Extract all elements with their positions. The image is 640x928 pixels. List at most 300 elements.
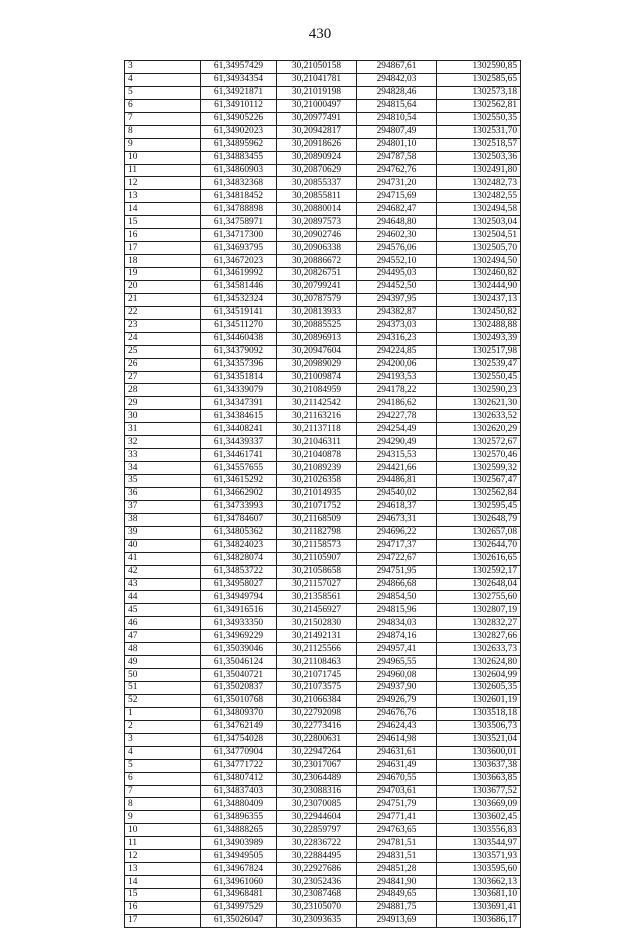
- y-coordinate-cell: 1303602,45: [437, 811, 521, 824]
- latitude-cell: 61,34717300: [201, 229, 277, 242]
- longitude-cell: 30,20870629: [277, 164, 357, 177]
- point-number-cell: 49: [125, 656, 201, 669]
- y-coordinate-cell: 1302620,29: [437, 423, 521, 436]
- table-row: [125, 280, 521, 293]
- y-coordinate-cell: 1302827,66: [437, 630, 521, 643]
- latitude-cell: 61,34615292: [201, 475, 277, 488]
- latitude-cell: 61,34339079: [201, 384, 277, 397]
- longitude-cell: 30,22836722: [277, 837, 357, 850]
- x-coordinate-cell: 294751,79: [357, 798, 437, 811]
- latitude-cell: 61,34805362: [201, 526, 277, 539]
- y-coordinate-cell: 1302621,30: [437, 397, 521, 410]
- x-coordinate-cell: 294828,46: [357, 86, 437, 99]
- latitude-cell: 61,34895962: [201, 138, 277, 151]
- point-number-cell: 52: [125, 694, 201, 707]
- y-coordinate-cell: 1302550,35: [437, 112, 521, 125]
- point-number-cell: 40: [125, 539, 201, 552]
- longitude-cell: 30,21456927: [277, 604, 357, 617]
- table-row: [125, 177, 521, 190]
- x-coordinate-cell: 294316,23: [357, 332, 437, 345]
- latitude-cell: 61,34957429: [201, 61, 277, 74]
- x-coordinate-cell: 294696,22: [357, 526, 437, 539]
- latitude-cell: 61,34818452: [201, 190, 277, 203]
- table-row: [125, 332, 521, 345]
- x-coordinate-cell: 294815,64: [357, 99, 437, 112]
- longitude-cell: 30,21142542: [277, 397, 357, 410]
- longitude-cell: 30,20902746: [277, 229, 357, 242]
- longitude-cell: 30,21040878: [277, 449, 357, 462]
- longitude-cell: 30,22927686: [277, 863, 357, 876]
- point-number-cell: 37: [125, 500, 201, 513]
- latitude-cell: 61,35040721: [201, 669, 277, 682]
- latitude-cell: 61,34770904: [201, 746, 277, 759]
- table-row: [125, 811, 521, 824]
- latitude-cell: 61,34949505: [201, 850, 277, 863]
- point-number-cell: 30: [125, 410, 201, 423]
- point-number-cell: 12: [125, 177, 201, 190]
- latitude-cell: 61,34824023: [201, 539, 277, 552]
- x-coordinate-cell: 294486,81: [357, 475, 437, 488]
- x-coordinate-cell: 294602,30: [357, 229, 437, 242]
- x-coordinate-cell: 294397,95: [357, 293, 437, 306]
- y-coordinate-cell: 1302517,98: [437, 345, 521, 358]
- y-coordinate-cell: 1303669,09: [437, 798, 521, 811]
- longitude-cell: 30,20896913: [277, 332, 357, 345]
- point-number-cell: 20: [125, 280, 201, 293]
- y-coordinate-cell: 1302755,60: [437, 591, 521, 604]
- longitude-cell: 30,21502830: [277, 617, 357, 630]
- table-row: [125, 759, 521, 772]
- latitude-cell: 61,35010768: [201, 694, 277, 707]
- longitude-cell: 30,22773416: [277, 720, 357, 733]
- table-row: [125, 876, 521, 889]
- y-coordinate-cell: 1303556,83: [437, 824, 521, 837]
- y-coordinate-cell: 1302624,80: [437, 656, 521, 669]
- point-number-cell: 10: [125, 824, 201, 837]
- x-coordinate-cell: 294787,58: [357, 151, 437, 164]
- point-number-cell: 15: [125, 889, 201, 902]
- latitude-cell: 61,34351814: [201, 371, 277, 384]
- point-number-cell: 6: [125, 772, 201, 785]
- longitude-cell: 30,22859797: [277, 824, 357, 837]
- y-coordinate-cell: 1302504,51: [437, 229, 521, 242]
- y-coordinate-cell: 1302590,23: [437, 384, 521, 397]
- y-coordinate-cell: 1302437,13: [437, 293, 521, 306]
- point-number-cell: 25: [125, 345, 201, 358]
- table-row: [125, 889, 521, 902]
- table-row: [125, 306, 521, 319]
- latitude-cell: 61,34357396: [201, 358, 277, 371]
- x-coordinate-cell: 294960,08: [357, 669, 437, 682]
- longitude-cell: 30,21358561: [277, 591, 357, 604]
- latitude-cell: 61,34933350: [201, 617, 277, 630]
- y-coordinate-cell: 1302595,45: [437, 500, 521, 513]
- y-coordinate-cell: 1303686,17: [437, 914, 521, 927]
- longitude-cell: 30,20890924: [277, 151, 357, 164]
- point-number-cell: 5: [125, 86, 201, 99]
- latitude-cell: 61,34619992: [201, 268, 277, 281]
- longitude-cell: 30,20855337: [277, 177, 357, 190]
- latitude-cell: 61,34511270: [201, 319, 277, 332]
- y-coordinate-cell: 1302503,36: [437, 151, 521, 164]
- table-row: [125, 112, 521, 125]
- x-coordinate-cell: 294937,90: [357, 682, 437, 695]
- table-row: [125, 643, 521, 656]
- latitude-cell: 61,34905226: [201, 112, 277, 125]
- x-coordinate-cell: 294834,03: [357, 617, 437, 630]
- x-coordinate-cell: 294178,22: [357, 384, 437, 397]
- point-number-cell: 11: [125, 837, 201, 850]
- table-row: [125, 462, 521, 475]
- longitude-cell: 30,20787579: [277, 293, 357, 306]
- latitude-cell: 61,34853722: [201, 565, 277, 578]
- x-coordinate-cell: 294682,47: [357, 203, 437, 216]
- x-coordinate-cell: 294618,37: [357, 500, 437, 513]
- longitude-cell: 30,20886672: [277, 255, 357, 268]
- y-coordinate-cell: 1302633,73: [437, 643, 521, 656]
- point-number-cell: 47: [125, 630, 201, 643]
- latitude-cell: 61,34902023: [201, 125, 277, 138]
- x-coordinate-cell: 294717,37: [357, 539, 437, 552]
- table-row: [125, 125, 521, 138]
- longitude-cell: 30,22947264: [277, 746, 357, 759]
- longitude-cell: 30,22944604: [277, 811, 357, 824]
- y-coordinate-cell: 1302450,82: [437, 306, 521, 319]
- y-coordinate-cell: 1302567,47: [437, 475, 521, 488]
- point-number-cell: 6: [125, 99, 201, 112]
- longitude-cell: 30,23087468: [277, 889, 357, 902]
- y-coordinate-cell: 1303691,41: [437, 901, 521, 914]
- point-number-cell: 24: [125, 332, 201, 345]
- y-coordinate-cell: 1302562,84: [437, 487, 521, 500]
- x-coordinate-cell: 294810,54: [357, 112, 437, 125]
- point-number-cell: 34: [125, 462, 201, 475]
- point-number-cell: 17: [125, 914, 201, 927]
- longitude-cell: 30,21041781: [277, 73, 357, 86]
- point-number-cell: 12: [125, 850, 201, 863]
- table-row: [125, 397, 521, 410]
- y-coordinate-cell: 1303681,10: [437, 889, 521, 902]
- point-number-cell: 14: [125, 203, 201, 216]
- latitude-cell: 61,35046124: [201, 656, 277, 669]
- y-coordinate-cell: 1302573,18: [437, 86, 521, 99]
- latitude-cell: 61,34662902: [201, 487, 277, 500]
- point-number-cell: 8: [125, 798, 201, 811]
- point-number-cell: 4: [125, 73, 201, 86]
- table-row: [125, 772, 521, 785]
- page-number: 430: [308, 26, 332, 42]
- latitude-cell: 61,35026047: [201, 914, 277, 927]
- x-coordinate-cell: 294715,69: [357, 190, 437, 203]
- point-number-cell: 9: [125, 138, 201, 151]
- table-row: [125, 901, 521, 914]
- longitude-cell: 30,20947604: [277, 345, 357, 358]
- point-number-cell: 5: [125, 759, 201, 772]
- y-coordinate-cell: 1303595,60: [437, 863, 521, 876]
- table-row: [125, 863, 521, 876]
- y-coordinate-cell: 1302807,19: [437, 604, 521, 617]
- table-row: [125, 410, 521, 423]
- table-row: [125, 99, 521, 112]
- y-coordinate-cell: 1302518,57: [437, 138, 521, 151]
- x-coordinate-cell: 294673,31: [357, 513, 437, 526]
- longitude-cell: 30,21105907: [277, 552, 357, 565]
- table-row: [125, 86, 521, 99]
- longitude-cell: 30,23093635: [277, 914, 357, 927]
- y-coordinate-cell: 1302494,58: [437, 203, 521, 216]
- table-row: [125, 837, 521, 850]
- latitude-cell: 61,34903989: [201, 837, 277, 850]
- longitude-cell: 30,20826751: [277, 268, 357, 281]
- y-coordinate-cell: 1302592,17: [437, 565, 521, 578]
- longitude-cell: 30,21182798: [277, 526, 357, 539]
- latitude-cell: 61,34934354: [201, 73, 277, 86]
- y-coordinate-cell: 1302644,70: [437, 539, 521, 552]
- longitude-cell: 30,20977491: [277, 112, 357, 125]
- table-row: [125, 669, 521, 682]
- x-coordinate-cell: 294703,61: [357, 785, 437, 798]
- y-coordinate-cell: 1302539,47: [437, 358, 521, 371]
- latitude-cell: 61,34921871: [201, 86, 277, 99]
- longitude-cell: 30,23088316: [277, 785, 357, 798]
- point-number-cell: 44: [125, 591, 201, 604]
- table-row: [125, 345, 521, 358]
- x-coordinate-cell: 294373,03: [357, 319, 437, 332]
- point-number-cell: 11: [125, 164, 201, 177]
- longitude-cell: 30,20813933: [277, 306, 357, 319]
- table-row: [125, 604, 521, 617]
- table-row: [125, 682, 521, 695]
- latitude-cell: 61,34880409: [201, 798, 277, 811]
- point-number-cell: 19: [125, 268, 201, 281]
- x-coordinate-cell: 294815,96: [357, 604, 437, 617]
- table-row: [125, 436, 521, 449]
- y-coordinate-cell: 1302605,35: [437, 682, 521, 695]
- latitude-cell: 61,34771722: [201, 759, 277, 772]
- x-coordinate-cell: 294254,49: [357, 423, 437, 436]
- x-coordinate-cell: 294842,03: [357, 73, 437, 86]
- y-coordinate-cell: 1303506,73: [437, 720, 521, 733]
- point-number-cell: 2: [125, 720, 201, 733]
- longitude-cell: 30,20897573: [277, 216, 357, 229]
- table-row: [125, 216, 521, 229]
- point-number-cell: 23: [125, 319, 201, 332]
- longitude-cell: 30,21089239: [277, 462, 357, 475]
- latitude-cell: 61,35020837: [201, 682, 277, 695]
- longitude-cell: 30,23017067: [277, 759, 357, 772]
- point-number-cell: 7: [125, 112, 201, 125]
- y-coordinate-cell: 1302657,08: [437, 526, 521, 539]
- y-coordinate-cell: 1302550,45: [437, 371, 521, 384]
- point-number-cell: 3: [125, 61, 201, 74]
- table-row: [125, 73, 521, 86]
- latitude-cell: 61,34807412: [201, 772, 277, 785]
- table-row: [125, 151, 521, 164]
- y-coordinate-cell: 1302648,79: [437, 513, 521, 526]
- x-coordinate-cell: 294807,49: [357, 125, 437, 138]
- point-number-cell: 46: [125, 617, 201, 630]
- table-row: [125, 242, 521, 255]
- point-number-cell: 43: [125, 578, 201, 591]
- longitude-cell: 30,20989029: [277, 358, 357, 371]
- table-row: [125, 138, 521, 151]
- longitude-cell: 30,21084959: [277, 384, 357, 397]
- longitude-cell: 30,23070085: [277, 798, 357, 811]
- x-coordinate-cell: 294670,55: [357, 772, 437, 785]
- y-coordinate-cell: 1302482,73: [437, 177, 521, 190]
- x-coordinate-cell: 294731,20: [357, 177, 437, 190]
- x-coordinate-cell: 294763,65: [357, 824, 437, 837]
- point-number-cell: 39: [125, 526, 201, 539]
- point-number-cell: 41: [125, 552, 201, 565]
- latitude-cell: 61,34439337: [201, 436, 277, 449]
- x-coordinate-cell: 294841,90: [357, 876, 437, 889]
- x-coordinate-cell: 294382,87: [357, 306, 437, 319]
- table-row: [125, 914, 521, 927]
- table-row: [125, 513, 521, 526]
- x-coordinate-cell: 294290,49: [357, 436, 437, 449]
- latitude-cell: 61,34672023: [201, 255, 277, 268]
- longitude-cell: 30,21050158: [277, 61, 357, 74]
- x-coordinate-cell: 294193,53: [357, 371, 437, 384]
- latitude-cell: 61,34961060: [201, 876, 277, 889]
- y-coordinate-cell: 1302572,67: [437, 436, 521, 449]
- table-row: [125, 190, 521, 203]
- table-row: [125, 487, 521, 500]
- point-number-cell: 9: [125, 811, 201, 824]
- y-coordinate-cell: 1303600,01: [437, 746, 521, 759]
- point-number-cell: 33: [125, 449, 201, 462]
- table-row: [125, 293, 521, 306]
- latitude-cell: 61,34809370: [201, 707, 277, 720]
- table-row: [125, 475, 521, 488]
- y-coordinate-cell: 1302832,27: [437, 617, 521, 630]
- y-coordinate-cell: 1302493,39: [437, 332, 521, 345]
- longitude-cell: 30,21492131: [277, 630, 357, 643]
- latitude-cell: 61,34883455: [201, 151, 277, 164]
- longitude-cell: 30,21014935: [277, 487, 357, 500]
- longitude-cell: 30,21157027: [277, 578, 357, 591]
- table-row: [125, 539, 521, 552]
- longitude-cell: 30,20885525: [277, 319, 357, 332]
- longitude-cell: 30,21071745: [277, 669, 357, 682]
- x-coordinate-cell: 294849,65: [357, 889, 437, 902]
- y-coordinate-cell: 1303637,38: [437, 759, 521, 772]
- point-number-cell: 51: [125, 682, 201, 695]
- longitude-cell: 30,20799241: [277, 280, 357, 293]
- y-coordinate-cell: 1302633,52: [437, 410, 521, 423]
- point-number-cell: 38: [125, 513, 201, 526]
- table-row: [125, 617, 521, 630]
- x-coordinate-cell: 294851,28: [357, 863, 437, 876]
- longitude-cell: 30,21108463: [277, 656, 357, 669]
- point-number-cell: 15: [125, 216, 201, 229]
- y-coordinate-cell: 1302570,46: [437, 449, 521, 462]
- y-coordinate-cell: 1302444,90: [437, 280, 521, 293]
- latitude-cell: 61,34969229: [201, 630, 277, 643]
- longitude-cell: 30,22884495: [277, 850, 357, 863]
- longitude-cell: 30,20918626: [277, 138, 357, 151]
- table-row: [125, 371, 521, 384]
- longitude-cell: 30,22792098: [277, 707, 357, 720]
- point-number-cell: 7: [125, 785, 201, 798]
- table-row: [125, 733, 521, 746]
- point-number-cell: 3: [125, 733, 201, 746]
- point-number-cell: 32: [125, 436, 201, 449]
- x-coordinate-cell: 294874,16: [357, 630, 437, 643]
- point-number-cell: 42: [125, 565, 201, 578]
- latitude-cell: 61,35039046: [201, 643, 277, 656]
- latitude-cell: 61,34958027: [201, 578, 277, 591]
- point-number-cell: 48: [125, 643, 201, 656]
- table-row: [125, 707, 521, 720]
- point-number-cell: 16: [125, 229, 201, 242]
- point-number-cell: 8: [125, 125, 201, 138]
- y-coordinate-cell: 1302494,50: [437, 255, 521, 268]
- y-coordinate-cell: 1303663,85: [437, 772, 521, 785]
- longitude-cell: 30,21026358: [277, 475, 357, 488]
- y-coordinate-cell: 1303518,18: [437, 707, 521, 720]
- point-number-cell: 45: [125, 604, 201, 617]
- longitude-cell: 30,21058658: [277, 565, 357, 578]
- latitude-cell: 61,34379092: [201, 345, 277, 358]
- y-coordinate-cell: 1302601,19: [437, 694, 521, 707]
- latitude-cell: 61,34581446: [201, 280, 277, 293]
- longitude-cell: 30,21019198: [277, 86, 357, 99]
- point-number-cell: 28: [125, 384, 201, 397]
- latitude-cell: 61,34916516: [201, 604, 277, 617]
- x-coordinate-cell: 294540,02: [357, 487, 437, 500]
- point-number-cell: 4: [125, 746, 201, 759]
- table-row: [125, 164, 521, 177]
- longitude-cell: 30,21071752: [277, 500, 357, 513]
- point-number-cell: 35: [125, 475, 201, 488]
- latitude-cell: 61,34347391: [201, 397, 277, 410]
- y-coordinate-cell: 1303544,97: [437, 837, 521, 850]
- x-coordinate-cell: 294926,79: [357, 694, 437, 707]
- y-coordinate-cell: 1302491,80: [437, 164, 521, 177]
- latitude-cell: 61,34733993: [201, 500, 277, 513]
- point-number-cell: 13: [125, 190, 201, 203]
- point-number-cell: 26: [125, 358, 201, 371]
- x-coordinate-cell: 294631,61: [357, 746, 437, 759]
- longitude-cell: 30,21066384: [277, 694, 357, 707]
- table-row: [125, 255, 521, 268]
- table-row: [125, 203, 521, 216]
- y-coordinate-cell: 1302488,88: [437, 319, 521, 332]
- x-coordinate-cell: 294957,41: [357, 643, 437, 656]
- table-row: [125, 229, 521, 242]
- x-coordinate-cell: 294762,76: [357, 164, 437, 177]
- point-number-cell: 31: [125, 423, 201, 436]
- point-number-cell: 10: [125, 151, 201, 164]
- latitude-cell: 61,34460438: [201, 332, 277, 345]
- table-row: [125, 785, 521, 798]
- point-number-cell: 1: [125, 707, 201, 720]
- table-row: [125, 656, 521, 669]
- x-coordinate-cell: 294881,75: [357, 901, 437, 914]
- coordinates-table-body: [125, 61, 521, 928]
- point-number-cell: 27: [125, 371, 201, 384]
- latitude-cell: 61,34832368: [201, 177, 277, 190]
- longitude-cell: 30,21137118: [277, 423, 357, 436]
- longitude-cell: 30,21046311: [277, 436, 357, 449]
- latitude-cell: 61,34860903: [201, 164, 277, 177]
- latitude-cell: 61,34837403: [201, 785, 277, 798]
- table-row: [125, 526, 521, 539]
- longitude-cell: 30,21000497: [277, 99, 357, 112]
- x-coordinate-cell: 294751,95: [357, 565, 437, 578]
